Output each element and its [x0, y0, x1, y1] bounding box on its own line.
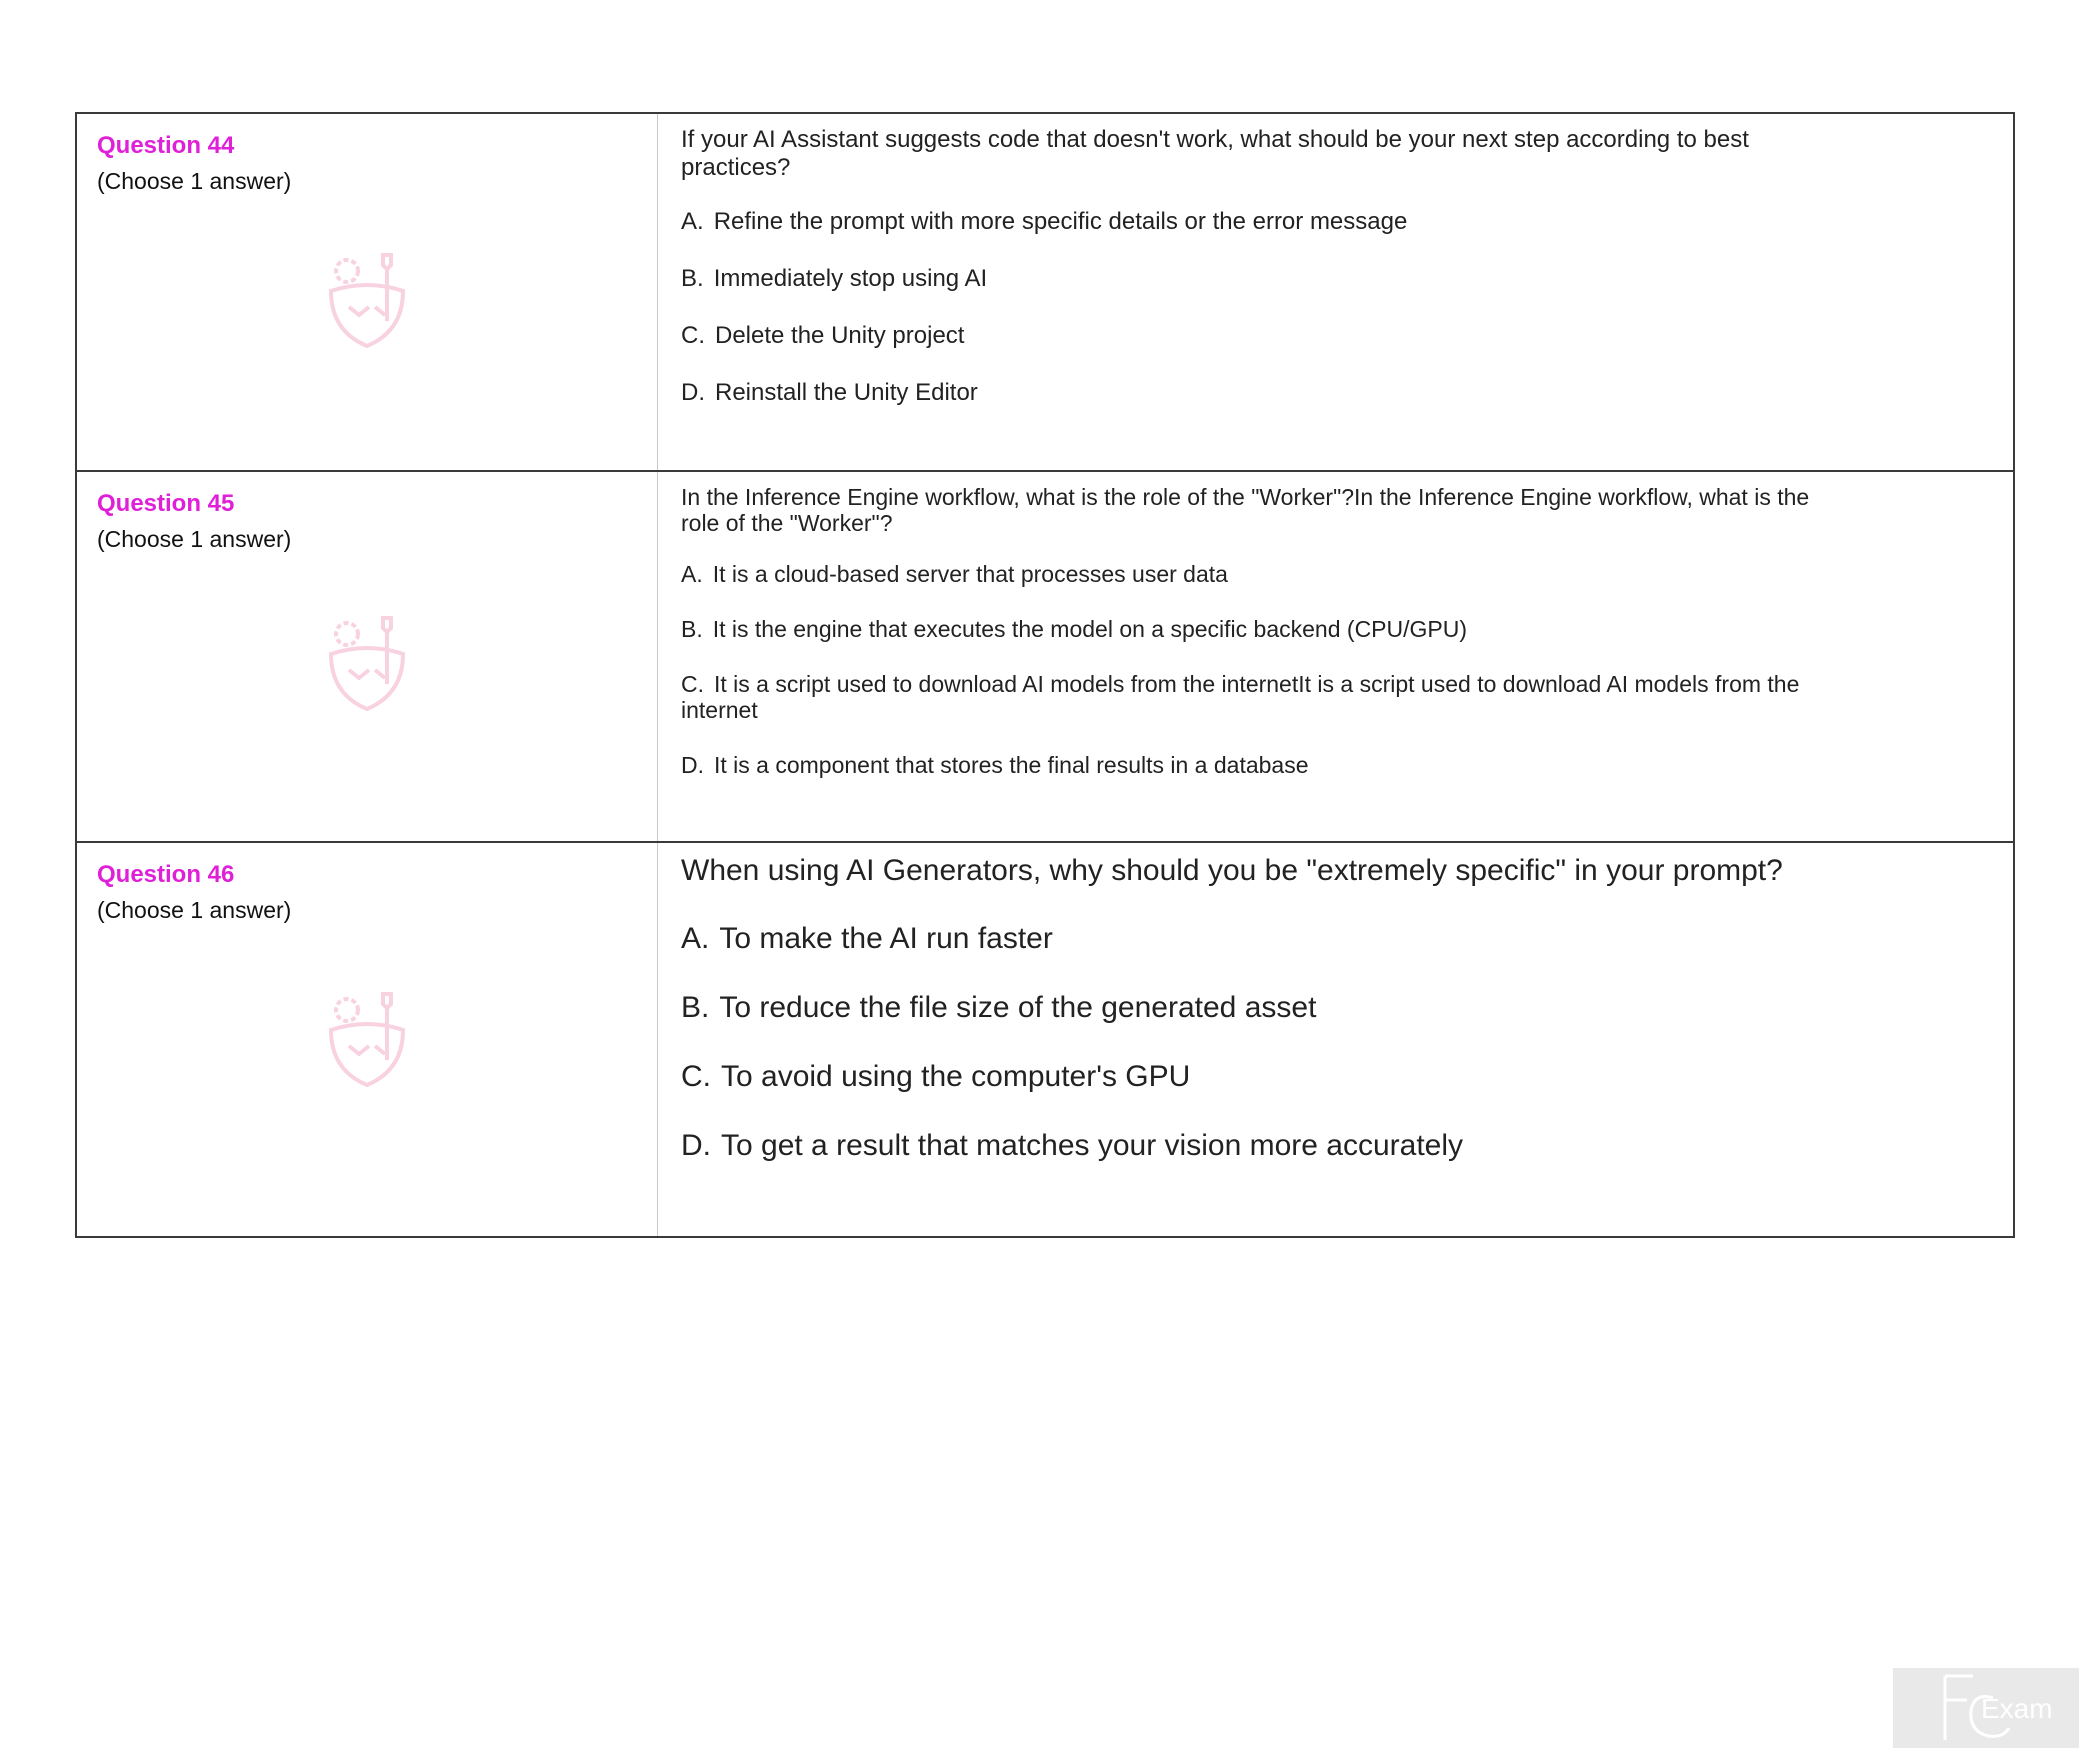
option-letter: C. [681, 322, 705, 349]
question-text: If your AI Assistant suggests code that doesn't work, what should be your next step according to best practices? [681, 126, 1749, 181]
option-letter: D. [681, 752, 704, 778]
question-title: Question 45 [97, 490, 235, 517]
answer-option-d[interactable] [681, 752, 1841, 778]
question-header-cell [76, 842, 658, 1237]
option-letter: A. [681, 208, 704, 235]
option-letter: C. [681, 671, 704, 697]
option-letter: D. [681, 1129, 711, 1162]
questions-table [75, 112, 2015, 1238]
option-text: Reinstall the Unity Editor [715, 379, 978, 406]
question-title: Question 44 [97, 132, 235, 159]
option-text: To reduce the file size of the generated asset [719, 991, 1317, 1024]
option-text: To avoid using the computer's GPU [721, 1060, 1191, 1093]
question-instruction: (Choose 1 answer) [97, 897, 292, 923]
question-body-cell [658, 471, 2015, 842]
answer-option-c[interactable] [681, 322, 1841, 350]
question-instruction: (Choose 1 answer) [97, 526, 292, 552]
answer-option-c[interactable] [681, 671, 1841, 723]
answer-option-d[interactable] [681, 379, 1841, 407]
answer-option-b[interactable] [681, 990, 1841, 1026]
option-letter: B. [681, 991, 710, 1024]
question-header-cell [76, 471, 658, 842]
logo-text: Exam [1981, 1693, 2053, 1724]
question-body-cell [658, 842, 2015, 1237]
option-letter: C. [681, 1060, 711, 1093]
answer-option-a[interactable] [681, 208, 1841, 236]
question-instruction: (Choose 1 answer) [97, 168, 292, 194]
question-header-cell [76, 113, 658, 471]
question-row [76, 113, 2014, 471]
option-text: It is a script used to download AI models from the internetIt is a script used to download AI models from the internet [681, 671, 1800, 723]
option-letter: D. [681, 379, 705, 406]
question-title: Question 46 [97, 861, 235, 888]
gear-wrench-shield-icon [317, 988, 427, 1088]
option-text: To get a result that matches your vision more accurately [721, 1129, 1464, 1162]
gear-wrench-shield-icon [317, 612, 427, 712]
question-row [76, 842, 2014, 1237]
option-text: It is a cloud-based server that processes user data [712, 561, 1228, 587]
option-text: Refine the prompt with more specific details or the error message [713, 208, 1408, 235]
option-letter: B. [681, 265, 704, 292]
option-letter: A. [681, 561, 703, 587]
option-letter: B. [681, 616, 703, 642]
question-text: When using AI Generators, why should you be "extremely specific" in your prompt? [681, 854, 1783, 887]
answer-option-a[interactable] [681, 921, 1841, 957]
answer-option-d[interactable] [681, 1128, 1841, 1164]
gear-wrench-shield-icon [317, 249, 427, 349]
question-body-cell [658, 113, 2015, 471]
option-text: Immediately stop using AI [713, 265, 988, 292]
option-text: To make the AI run faster [719, 922, 1053, 955]
option-text: It is a component that stores the final results in a database [714, 752, 1309, 778]
exam-logo [1893, 1668, 2079, 1748]
question-row [76, 471, 2014, 842]
answer-option-c[interactable] [681, 1059, 1841, 1095]
option-letter: A. [681, 922, 710, 955]
option-text: Delete the Unity project [715, 322, 965, 349]
option-text: It is the engine that executes the model on a specific backend (CPU/GPU) [712, 616, 1468, 642]
answer-option-a[interactable] [681, 561, 1841, 587]
question-text: In the Inference Engine workflow, what is the role of the "Worker"?In the Inference Engine workflow, what is the role of the "Worker"? [681, 484, 1810, 536]
answer-option-b[interactable] [681, 265, 1841, 293]
answer-option-b[interactable] [681, 616, 1841, 642]
